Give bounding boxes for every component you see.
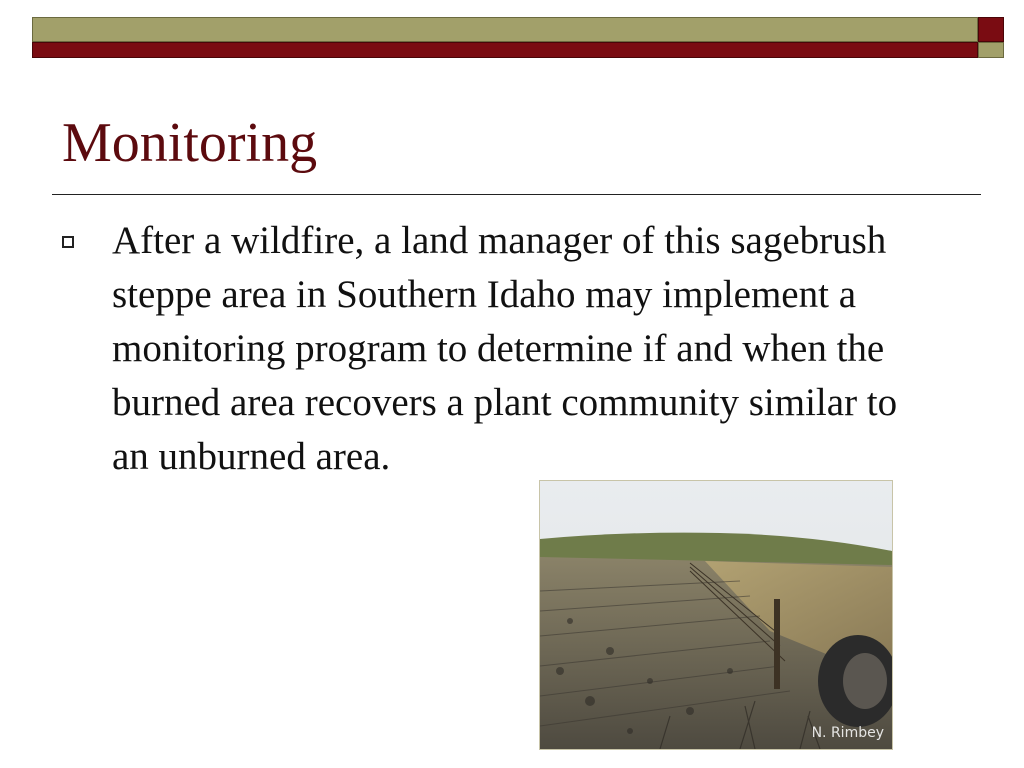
burned-area-photo	[539, 480, 893, 750]
landscape-photo-illustration	[540, 481, 892, 749]
bullet-text: After a wildfire, a land manager of this sagebrush steppe area in Southern Idaho may implement a monitoring program to determine if and when the burned area recovers a plant community similar to an unburned area.	[112, 219, 898, 478]
square-bullet-icon	[62, 236, 74, 248]
header-square-maroon	[978, 17, 1004, 42]
header-bar-olive	[32, 17, 978, 42]
bullet-item	[62, 214, 942, 484]
title-divider	[52, 194, 981, 195]
header-square-olive	[978, 42, 1004, 58]
photo-credit: N. Rimbey	[811, 725, 884, 741]
header-bar-maroon	[32, 42, 978, 58]
slide-title: Monitoring	[62, 112, 318, 174]
